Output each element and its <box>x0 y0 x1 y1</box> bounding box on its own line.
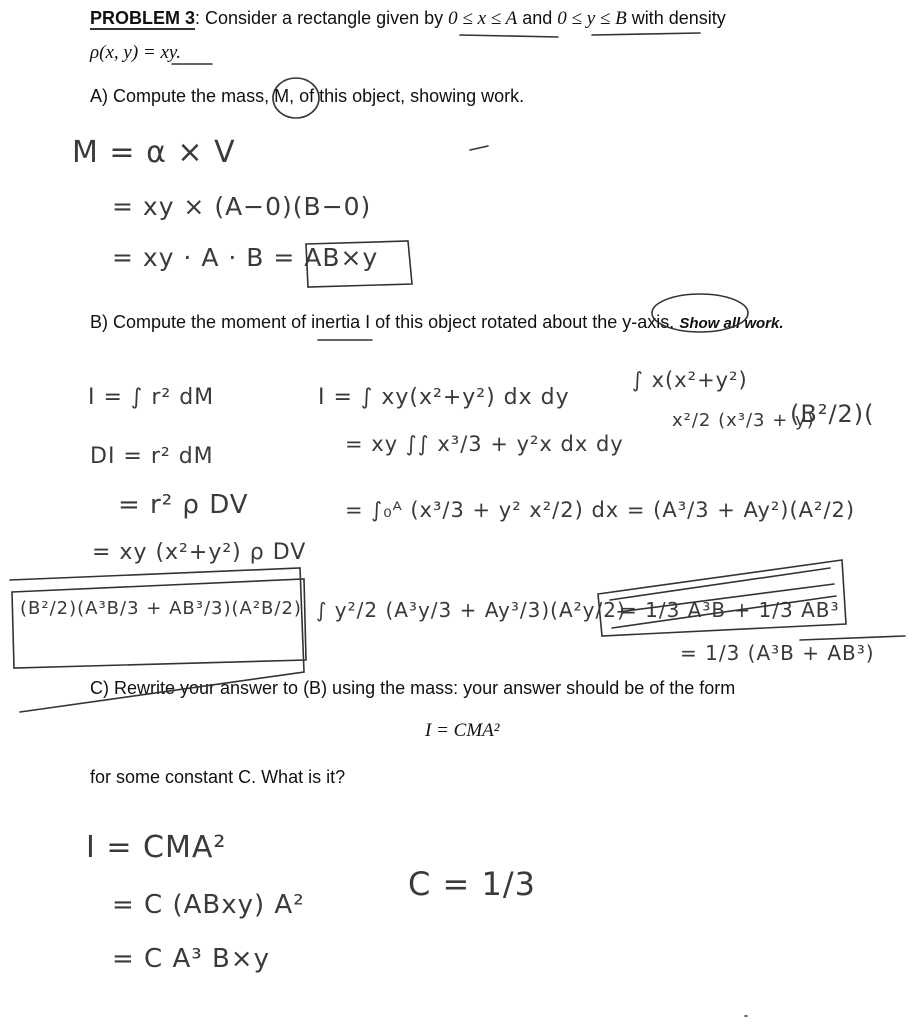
part-b-right-2: x²/2 (x³/3 + y) <box>672 410 815 431</box>
dash-mark <box>470 146 488 150</box>
part-a-work-2: = xy × (A−0)(B−0) <box>112 192 372 221</box>
part-a-work-3: = xy · A · B = AB×y <box>112 243 379 272</box>
problem-number: PROBLEM 3 <box>90 8 196 28</box>
problem-header <box>90 8 726 30</box>
part-b-left-1: I = ∫ r² dM <box>88 385 215 410</box>
density-formula: ρ(x, y) = xy. <box>90 42 182 63</box>
bracket-right <box>800 636 905 640</box>
part-b-left-4: = xy (x²+y²) ρ DV <box>92 540 307 565</box>
part-b-right-1: ∫ x(x²+y²) <box>632 368 748 392</box>
part-b-mid-3: = ∫₀ᴬ (x³/3 + y² x²/2) dx = (A³/3 + Ay²)(A²/2) <box>345 498 856 522</box>
part-c-answer: C = 1/3 <box>408 865 536 903</box>
x-range: 0 ≤ x ≤ A <box>448 8 518 29</box>
part-b-final: = 1/3 (A³B + AB³) <box>680 641 875 665</box>
underline-y-range <box>592 33 700 35</box>
boxed-result: (B²/2)(A³B/3 + AB³/3)(A²B/2) <box>20 598 302 619</box>
part-a-work-1: M = α × V <box>72 135 236 170</box>
boxed-result-frame <box>12 579 306 668</box>
part-c-formula: I = CMA² <box>425 720 500 741</box>
part-b-left-3: = r² ρ DV <box>118 490 249 520</box>
part-b-left-2: DI = r² dM <box>90 444 214 469</box>
crossout-line-1 <box>610 568 830 600</box>
part-c-work-2: = C (ABxy) A² <box>112 890 305 920</box>
y-range: 0 ≤ y ≤ B <box>557 8 627 29</box>
part-c-followup: for some constant C. What is it? <box>90 767 346 787</box>
part-b-note: Show all work. <box>679 315 784 332</box>
underline-x-range <box>460 35 558 37</box>
part-b-mid-2: = xy ∫∫ x³/3 + y²x dx dy <box>345 432 624 456</box>
and-word: and <box>517 8 558 28</box>
part-b-question <box>90 312 784 333</box>
part-b-right-3: (B²/2)( <box>790 400 875 428</box>
part-b-question-text: B) Compute the moment of inertia I of this object rotated about the y-axis. <box>90 312 675 332</box>
with-density: with density <box>626 8 726 28</box>
part-c-work-3: = C A³ B×y <box>112 944 270 974</box>
part-c-question: C) Rewrite your answer to (B) using the mass: your answer should be of the form <box>90 678 736 698</box>
part-b-mid-1: I = ∫ xy(x²+y²) dx dy <box>318 385 570 410</box>
problem-intro: : Consider a rectangle given by <box>195 8 449 28</box>
crossed-out-answer: = 1/3 A³B + 1/3 AB³ <box>620 598 840 622</box>
part-a-question: A) Compute the mass, M, of this object, showing work. <box>90 86 525 106</box>
row-integral: ∫ y²/2 (A³y/3 + Ay³/3)(A²y/2) <box>316 598 626 622</box>
part-c-work-1: I = CMA² <box>86 830 227 865</box>
